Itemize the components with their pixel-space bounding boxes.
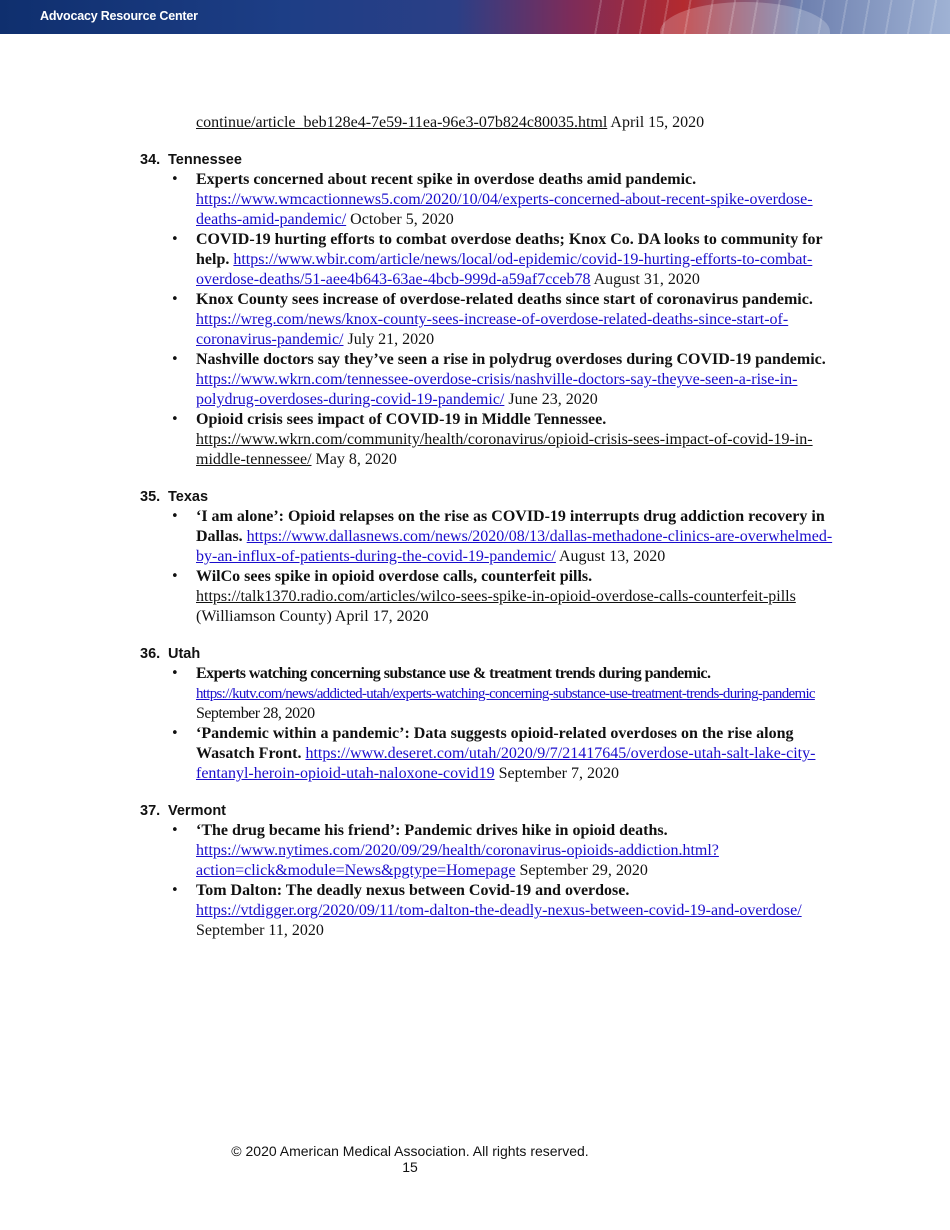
article-list bbox=[140, 821, 845, 941]
article-link[interactable]: https://kutv.com/news/addicted-utah/experts-watching-concerning-substance-use-treatment-trends-during-pandemic bbox=[196, 686, 815, 702]
article-title: ‘I am alone’: Opioid relapses on the rise as COVID-19 interrupts drug addiction recovery in Dallas. bbox=[196, 508, 825, 545]
article-date: August 13, 2020 bbox=[559, 548, 666, 565]
article-link[interactable]: https://www.wbir.com/article/news/local/od-epidemic/covid-19-hurting-efforts-to-combat-overdose-deaths/51-aee4b643-63ae-4bcb-999d-a59af7cceb78 bbox=[196, 251, 813, 288]
list-item bbox=[140, 567, 845, 627]
flag-stripes-graphic bbox=[590, 0, 950, 34]
list-item bbox=[140, 170, 845, 230]
article-list bbox=[140, 664, 845, 784]
continued-citation bbox=[196, 113, 845, 133]
article-date: June 23, 2020 bbox=[508, 391, 598, 408]
section-heading bbox=[140, 150, 845, 170]
section-heading bbox=[140, 487, 845, 507]
list-item bbox=[140, 290, 845, 350]
section-number: 37. bbox=[140, 803, 161, 819]
section-heading bbox=[140, 801, 845, 821]
continued-date: April 15, 2020 bbox=[610, 114, 705, 131]
list-item bbox=[140, 230, 845, 290]
section-state: Vermont bbox=[168, 803, 227, 819]
article-date: September 7, 2020 bbox=[498, 765, 619, 782]
article-title: Opioid crisis sees impact of COVID-19 in Middle Tennessee. bbox=[196, 411, 607, 428]
article-link[interactable]: https://www.wkrn.com/community/health/coronavirus/opioid-crisis-sees-impact-of-covid-19-in-middle-tennessee/ bbox=[196, 431, 813, 468]
article-title: Nashville doctors say they’ve seen a rise in polydrug overdoses during COVID-19 pandemic. bbox=[196, 351, 826, 368]
section-state: Tennessee bbox=[168, 152, 242, 168]
section-number: 34. bbox=[140, 152, 161, 168]
page-number: 15 bbox=[402, 1159, 418, 1175]
section-state: Utah bbox=[168, 646, 201, 662]
article-date: July 21, 2020 bbox=[347, 331, 435, 348]
article-title: COVID-19 hurting efforts to combat overdose deaths; Knox Co. DA looks to community for help. bbox=[196, 231, 823, 268]
section-number: 36. bbox=[140, 646, 161, 662]
section-number: 35. bbox=[140, 489, 161, 505]
article-link[interactable]: https://vtdigger.org/2020/09/11/tom-dalton-the-deadly-nexus-between-covid-19-and-overdose/ bbox=[196, 902, 802, 919]
article-date: May 8, 2020 bbox=[315, 451, 397, 468]
list-item bbox=[140, 664, 845, 724]
article-link[interactable]: https://www.wmcactionnews5.com/2020/10/04/experts-concerned-about-recent-spike-overdose-deaths-amid-pandemic/ bbox=[196, 191, 813, 228]
section-state: Texas bbox=[168, 489, 209, 505]
article-link[interactable]: https://wreg.com/news/knox-county-sees-increase-of-overdose-related-deaths-since-start-of-coronavirus-pandemic/ bbox=[196, 311, 789, 348]
section-vermont bbox=[140, 801, 845, 941]
list-item bbox=[140, 881, 845, 941]
article-link[interactable]: https://www.wkrn.com/tennessee-overdose-crisis/nashville-doctors-say-theyve-seen-a-rise-in-polydrug-overdoses-during-covid-19-pandemic/ bbox=[196, 371, 798, 408]
section-tennessee bbox=[140, 150, 845, 470]
list-item bbox=[140, 507, 845, 567]
article-date: August 31, 2020 bbox=[593, 271, 700, 288]
article-list bbox=[140, 507, 845, 627]
article-date: September 11, 2020 bbox=[196, 922, 324, 939]
article-link[interactable]: https://www.dallasnews.com/news/2020/08/13/dallas-methadone-clinics-are-overwhelmed-by-an-influx-of-patients-during-the-covid-19-pandemic/ bbox=[196, 528, 833, 565]
list-item bbox=[140, 724, 845, 784]
article-date: September 29, 2020 bbox=[519, 862, 648, 879]
article-link[interactable]: https://www.deseret.com/utah/2020/9/7/21417645/overdose-utah-salt-lake-city-fentanyl-heroin-opioid-utah-naloxone-covid19 bbox=[196, 745, 816, 782]
section-texas bbox=[140, 487, 845, 627]
article-title: Tom Dalton: The deadly nexus between Covid-19 and overdose. bbox=[196, 882, 630, 899]
article-title: Experts concerned about recent spike in overdose deaths amid pandemic. bbox=[196, 171, 697, 188]
header-banner bbox=[0, 0, 950, 34]
article-link[interactable]: https://www.nytimes.com/2020/09/29/health/coronavirus-opioids-addiction.html?action=click&module=News&pgtype=Homepage bbox=[196, 842, 719, 879]
article-title: Experts watching concerning substance use & treatment trends during pandemic. bbox=[196, 665, 711, 682]
continued-url[interactable]: continue/article_beb128e4-7e59-11ea-96e3-07b824c80035.html bbox=[196, 114, 608, 131]
list-item bbox=[140, 410, 845, 470]
document-body bbox=[140, 113, 845, 941]
article-date: (Williamson County) April 17, 2020 bbox=[196, 608, 429, 625]
footer-copyright: © 2020 American Medical Association. All rights reserved. bbox=[231, 1143, 589, 1159]
article-list bbox=[140, 170, 845, 470]
list-item bbox=[140, 821, 845, 881]
article-date: October 5, 2020 bbox=[350, 211, 454, 228]
article-date: September 28, 2020 bbox=[196, 705, 315, 722]
article-title: Knox County sees increase of overdose-related deaths since start of coronavirus pandemic. bbox=[196, 291, 813, 308]
article-title: ‘The drug became his friend’: Pandemic drives hike in opioid deaths. bbox=[196, 822, 668, 839]
list-item bbox=[140, 350, 845, 410]
header-title: Advocacy Resource Center bbox=[40, 9, 198, 23]
article-link[interactable]: https://talk1370.radio.com/articles/wilco-sees-spike-in-opioid-overdose-calls-counterfeit-pills bbox=[196, 588, 796, 605]
section-heading bbox=[140, 644, 845, 664]
article-title: WilCo sees spike in opioid overdose calls, counterfeit pills. bbox=[196, 568, 593, 585]
article-title: ‘Pandemic within a pandemic’: Data suggests opioid-related overdoses on the rise along Wasatch Front. bbox=[196, 725, 794, 762]
section-utah bbox=[140, 644, 845, 784]
